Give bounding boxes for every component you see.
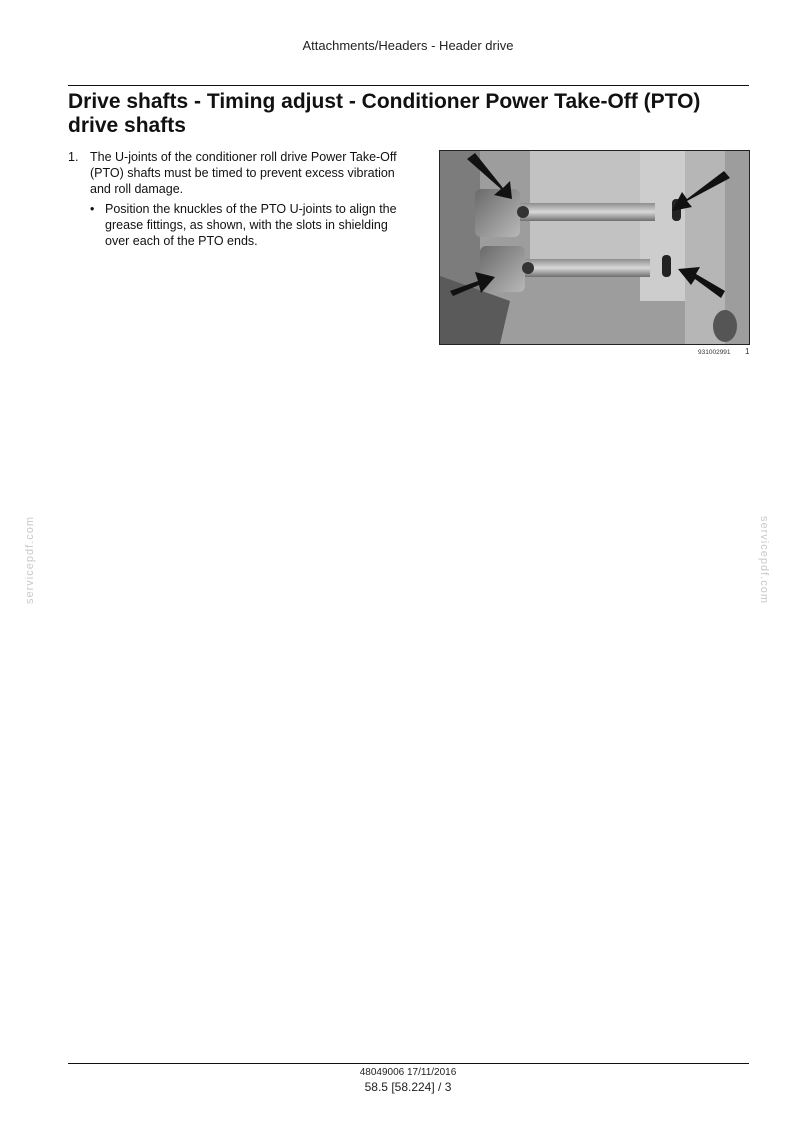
watermark-right: servicepdf.com xyxy=(758,516,770,604)
running-header: Attachments/Headers - Header drive xyxy=(302,38,514,53)
lower-shield-slot xyxy=(662,255,671,277)
figure-number: 1 xyxy=(745,347,750,356)
step-text: The U-joints of the conditioner roll drive Power Take-Off (PTO) shafts must be timed to prevent excess vibration and roll damage. xyxy=(90,150,397,196)
wheel xyxy=(713,310,737,342)
upper-u-joint xyxy=(475,189,520,237)
bullet-text: Position the knuckles of the PTO U-joints to align the grease fittings, as shown, with the slots in shielding over each of the PTO ends. xyxy=(105,202,397,248)
figure-id: 931002991 xyxy=(698,349,731,356)
upper-pto-shaft xyxy=(515,203,655,221)
upper-grease-fitting xyxy=(517,206,529,218)
header-rule xyxy=(68,85,749,86)
lower-grease-fitting xyxy=(522,262,534,274)
figure-pto-shafts xyxy=(439,150,750,345)
footer-rule xyxy=(68,1063,749,1064)
page-title: Drive shafts - Timing adjust - Conditioner Power Take-Off (PTO) drive shafts xyxy=(68,90,701,137)
figure-illustration xyxy=(440,151,749,344)
watermark-left: servicepdf.com xyxy=(24,516,36,604)
document-reference: 48049006 17/11/2016 xyxy=(359,1067,457,1078)
step-number: 1. xyxy=(68,150,79,164)
bullet-dot-icon: • xyxy=(90,202,95,216)
page-number: 58.5 [58.224] / 3 xyxy=(364,1080,452,1094)
